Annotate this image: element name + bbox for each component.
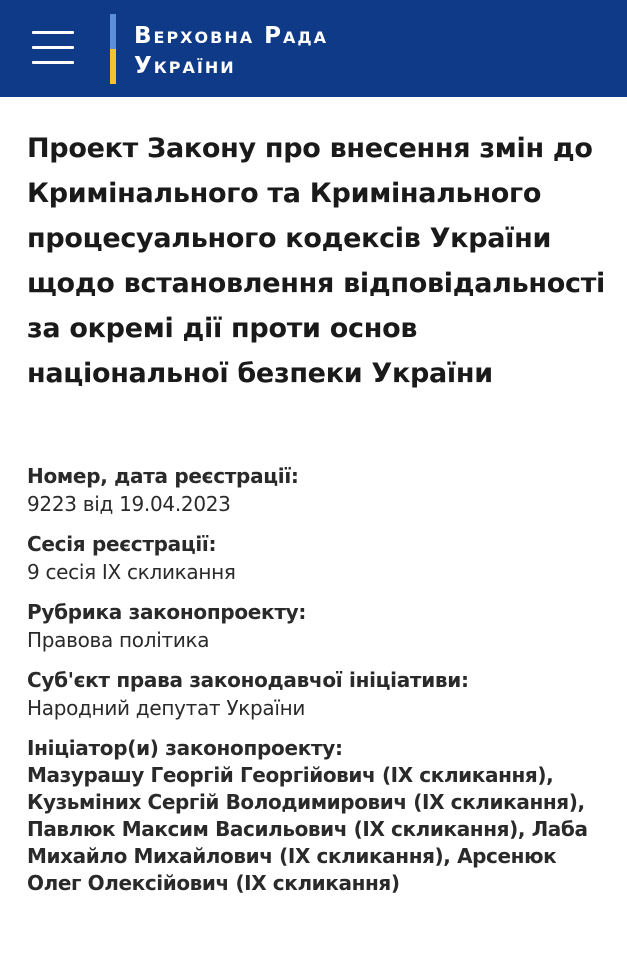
- registration-label: Номер, дата реєстрації:: [27, 464, 299, 488]
- registration-field: [27, 462, 612, 518]
- registration-value: 9223 від 19.04.2023: [27, 492, 231, 516]
- bill-details: [27, 462, 612, 909]
- rubric-label: Рубрика законопроекту:: [27, 600, 307, 624]
- bill-title: Проект Закону про внесення змін до Кримінального та Кримінального процесуального кодексів України щодо встановлення відповідальності за окремі дії проти основ національної безпеки України: [27, 133, 606, 389]
- rubric-value: Правова політика: [27, 628, 210, 652]
- site-logo-link[interactable]: [134, 21, 328, 81]
- flag-blue-part: [110, 14, 116, 49]
- rubric-field: [27, 598, 612, 654]
- session-field: [27, 530, 612, 586]
- initiators-value[interactable]: Мазурашу Георгій Георгійович (IX скликання), Кузьміних Сергій Володимирович (IX скликання), Павлюк Максим Васильович (IX скликання), Лаба Михайло Михайлович (IX скликання), Арсенюк Олег Олексійович (IX скликання): [27, 763, 588, 895]
- hamburger-menu-icon[interactable]: [32, 28, 74, 68]
- subject-field: [27, 666, 612, 722]
- session-label: Сесія реєстрації:: [27, 532, 217, 556]
- initiators-field: [27, 734, 612, 897]
- menu-bar-top: [32, 31, 74, 34]
- flag-yellow-part: [110, 49, 116, 84]
- subject-value: Народний депутат України: [27, 696, 306, 720]
- initiators-label: Ініціатор(и) законопроекту:: [27, 736, 343, 760]
- session-value: 9 сесія IX скликання: [27, 560, 236, 584]
- menu-bar-middle: [32, 46, 74, 49]
- subject-label: Суб'єкт права законодавчої ініціативи:: [27, 668, 469, 692]
- ukraine-flag-stripe: [110, 14, 116, 84]
- logo-line-2: України: [134, 53, 236, 79]
- logo-line-1: Верховна Рада: [134, 23, 328, 49]
- site-header: [0, 0, 627, 97]
- menu-bar-bottom: [32, 61, 74, 64]
